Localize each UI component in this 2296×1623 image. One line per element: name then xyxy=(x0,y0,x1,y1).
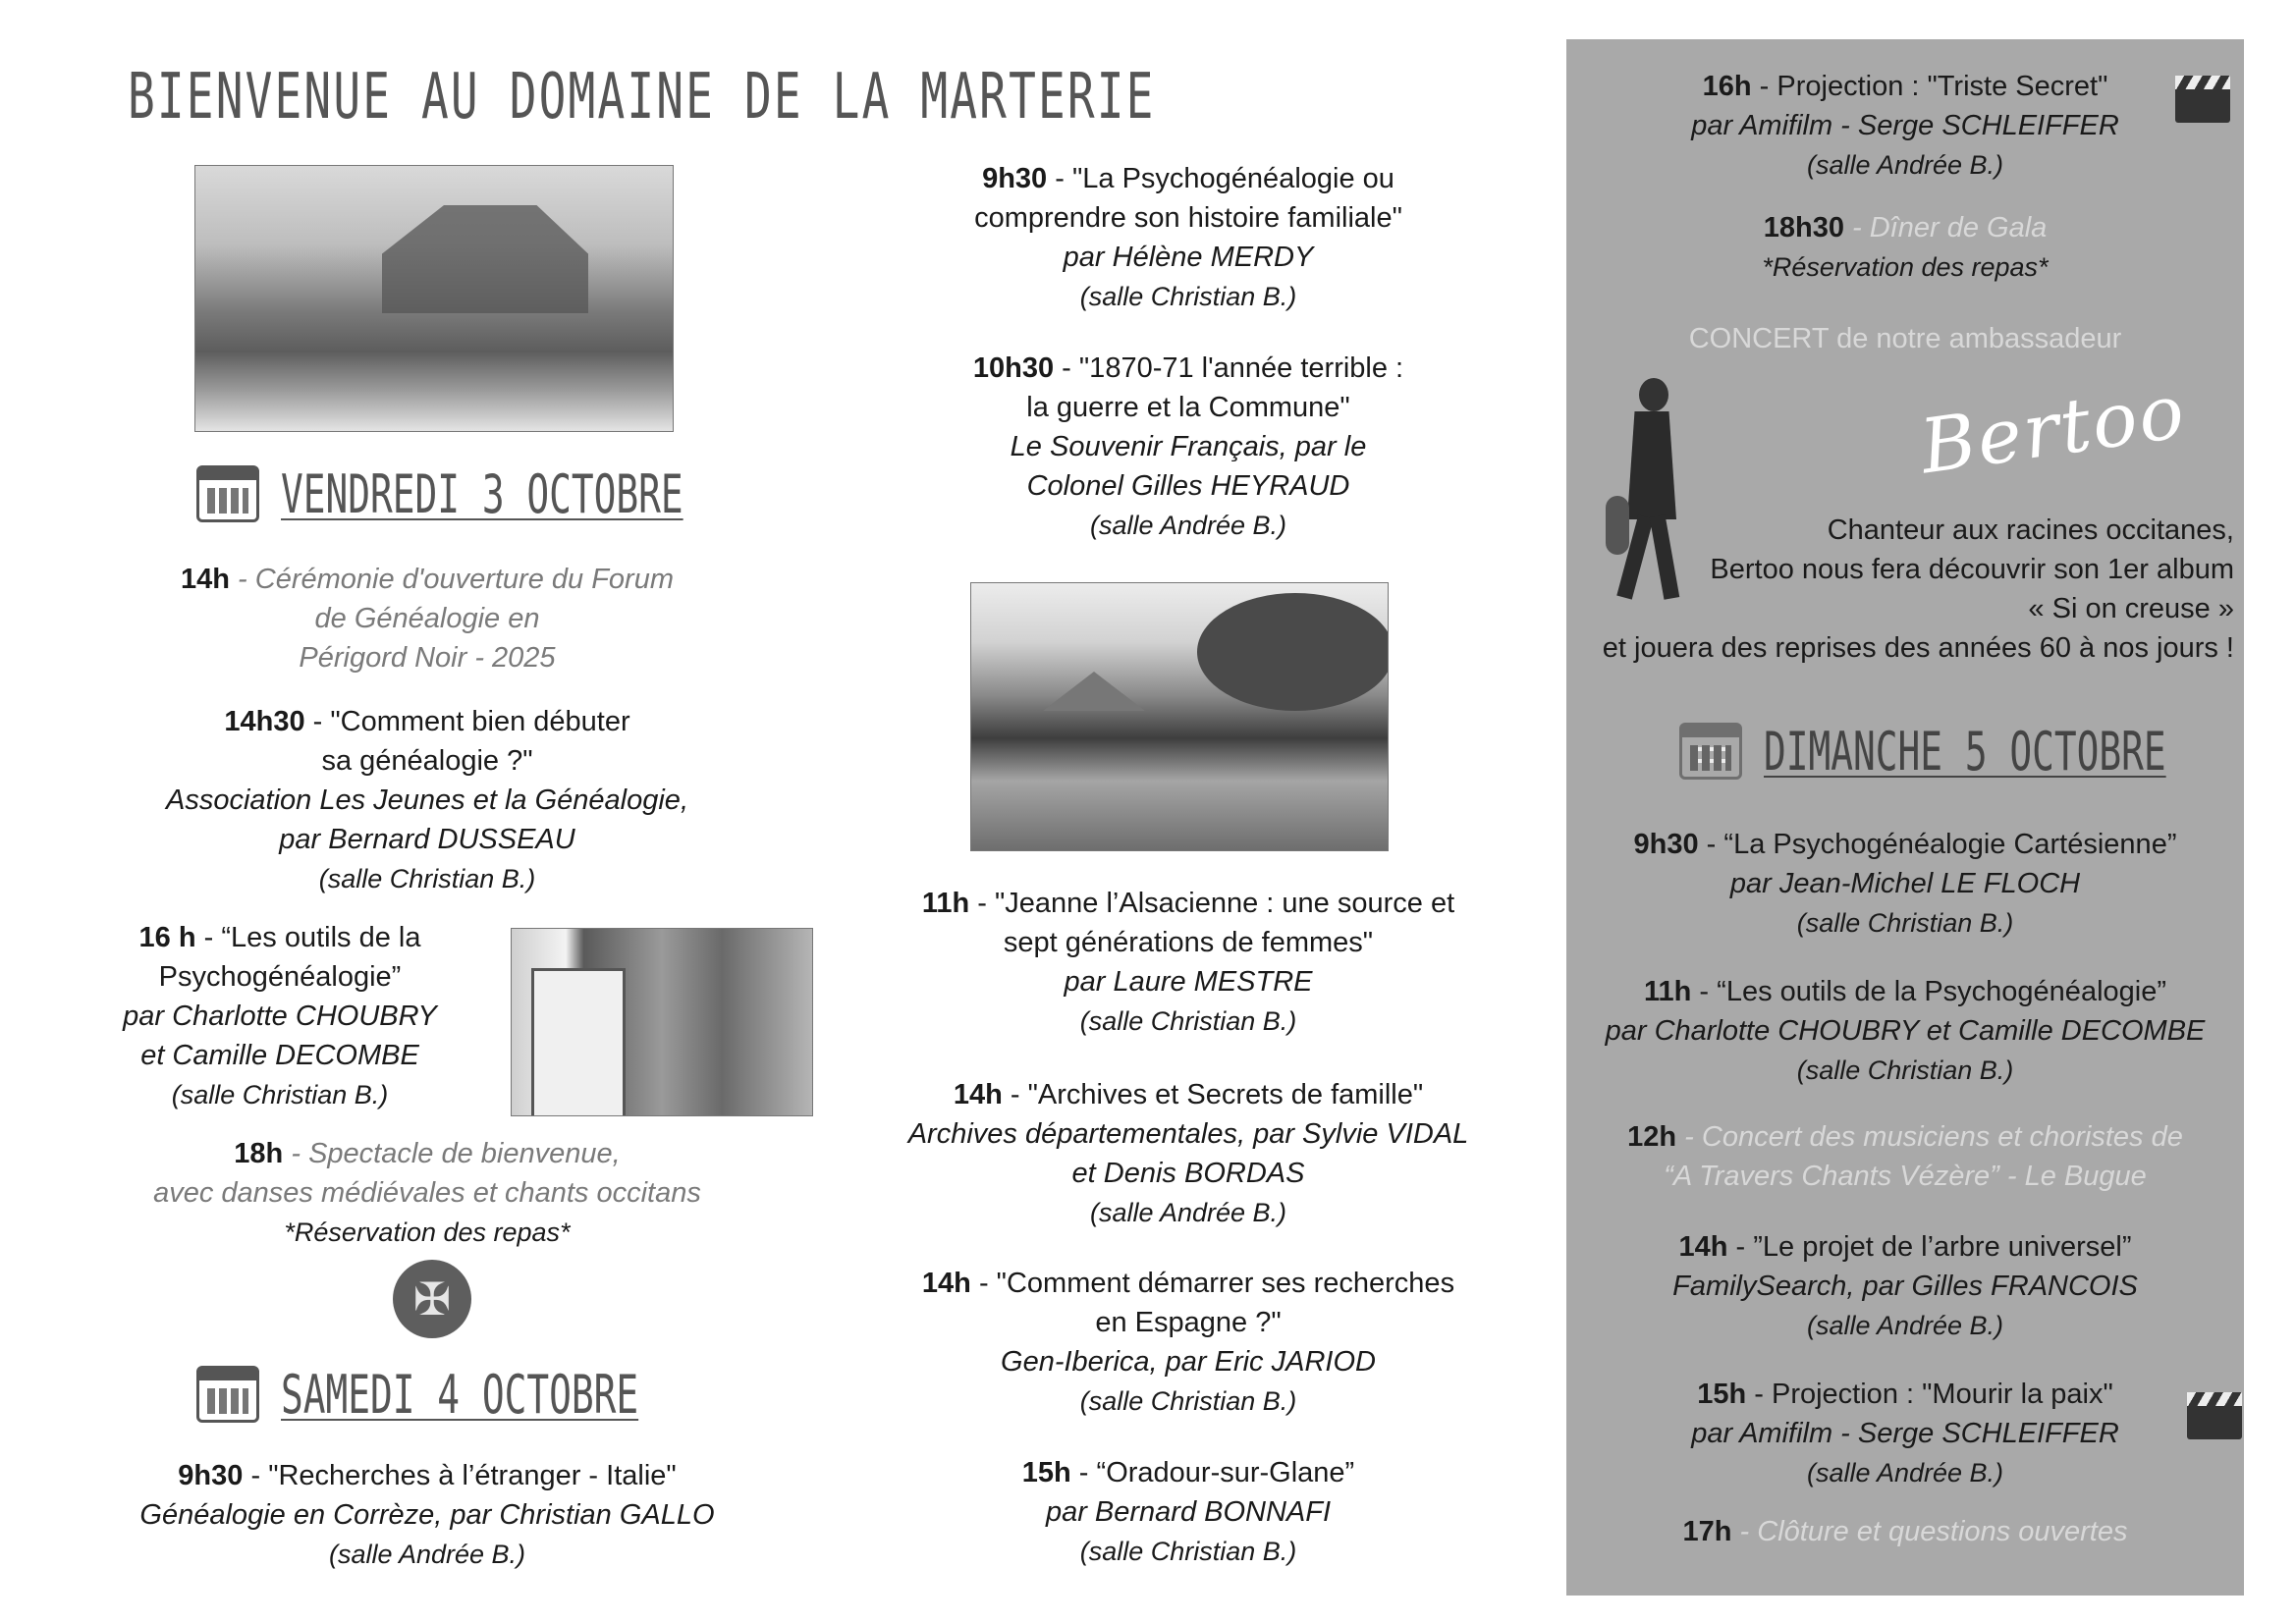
event-friday-18h: 18h - Spectacle de bienvenue, avec danses médiévales et chants occitans *Réservation des repas* xyxy=(98,1134,756,1252)
event-room: (salle Andrée B.) xyxy=(1806,150,2004,180)
concert-heading: CONCERT de notre ambassadeur xyxy=(1688,323,2122,354)
event-time: 14h xyxy=(953,1079,1003,1110)
event-title: Concert des musiciens et choristes de xyxy=(1701,1121,2183,1153)
event-saturday-14h-archives: 14h - "Archives et Secrets de famille" Archives départementales, par Sylvie VIDAL et Denis BORDAS (salle Andrée B.) xyxy=(835,1075,1542,1232)
event-time: 11h xyxy=(921,888,970,919)
column-right-panel xyxy=(1566,39,2244,1596)
event-speaker: Le Souvenir Français, par le xyxy=(1010,431,1367,462)
photo-room-interior xyxy=(511,928,813,1116)
event-sunday-12h: 12h - Concert des musiciens et choristes de “A Travers Chants Vézère” - Le Bugue xyxy=(1566,1117,2244,1196)
event-friday-14h30: 14h30 - "Comment bien débuter sa généalogie ?" Association Les Jeunes et la Généalogie, par Bernard DUSSEAU (salle Christian B.) xyxy=(98,702,756,898)
concert-desc-line: Bertoo nous fera découvrir son 1er album xyxy=(1710,554,2234,585)
event-sunday-11h: 11h - “Les outils de la Psychogénéalogie” par Charlotte CHOUBRY et Camille DECOMBE (salle Christian B.) xyxy=(1566,972,2244,1090)
event-title-line: Périgord Noir - 2025 xyxy=(299,642,556,674)
calendar-icon xyxy=(196,465,259,522)
event-title: Projection : "Mourir la paix" xyxy=(1771,1379,2113,1410)
event-room: (salle Christian B.) xyxy=(318,864,536,893)
event-friday-14h: 14h - Cérémonie d'ouverture du Forum de Généalogie en Périgord Noir - 2025 xyxy=(98,560,756,677)
event-title: “La Psychogénéalogie Cartésienne” xyxy=(1723,829,2177,860)
event-room: (salle Andrée B.) xyxy=(1089,1198,1287,1227)
event-title: "Recherches à l’étranger - Italie" xyxy=(268,1460,677,1491)
concert-desc-line: « Si on creuse » xyxy=(2028,593,2234,624)
event-note: *Réservation des repas* xyxy=(1762,252,2049,282)
event-room: (salle Christian B.) xyxy=(1079,1386,1297,1416)
event-room: (salle Andrée B.) xyxy=(1089,511,1287,540)
event-room: (salle Christian B.) xyxy=(1079,1537,1297,1566)
event-title: Projection : "Triste Secret" xyxy=(1777,71,2108,102)
event-time: 10h30 xyxy=(972,352,1055,384)
day-title: DIMANCHE 5 OCTOBRE xyxy=(1764,720,2166,783)
event-time: 11h xyxy=(1644,976,1692,1007)
event-title-line: “A Travers Chants Vézère” - Le Bugue xyxy=(1664,1161,2147,1192)
event-room: (salle Christian B.) xyxy=(1796,1055,2014,1085)
event-speaker: Généalogie en Corrèze, par Christian GALLO xyxy=(139,1499,715,1531)
day-title: VENDREDI 3 OCTOBRE xyxy=(281,462,683,525)
event-speaker: par Laure MESTRE xyxy=(1064,966,1313,998)
event-room: (salle Andrée B.) xyxy=(1806,1311,2004,1340)
event-title-line: la guerre et la Commune" xyxy=(1026,392,1350,423)
event-title: "Jeanne l’Alsacienne : une source et xyxy=(995,888,1455,919)
event-title: "1870-71 l'année terrible : xyxy=(1078,352,1404,384)
event-room: (salle Christian B.) xyxy=(1796,908,2014,938)
event-speaker: par Jean-Michel LE FLOCH xyxy=(1729,868,2081,899)
event-room: (salle Christian B.) xyxy=(171,1080,389,1109)
event-speaker: Gen-Iberica, par Eric JARIOD xyxy=(1001,1346,1376,1378)
event-speaker: par Amifilm - Serge SCHLEIFFER xyxy=(1691,1418,2119,1449)
event-title: "La Psychogénéalogie ou xyxy=(1071,163,1394,194)
event-speaker: Association Les Jeunes et la Généalogie, xyxy=(165,784,688,816)
event-time: 9h30 xyxy=(982,163,1048,194)
day-title: SAMEDI 4 OCTOBRE xyxy=(281,1363,639,1426)
event-title-line: Psychogénéalogie” xyxy=(158,961,402,993)
concert-desc-line: Chanteur aux racines occitanes, xyxy=(1827,514,2234,546)
event-sunday-15h-projection: 15h - Projection : "Mourir la paix" par Amifilm - Serge SCHLEIFFER (salle Andrée B.) xyxy=(1566,1375,2244,1492)
event-time: 14h xyxy=(921,1268,971,1299)
event-saturday-15h: 15h - “Oradour-sur-Glane” par Bernard BONNAFI (salle Christian B.) xyxy=(835,1453,1542,1571)
event-time: 15h xyxy=(1697,1379,1747,1410)
event-saturday-9h30-italie: 9h30 - "Recherches à l’étranger - Italie" Généalogie en Corrèze, par Christian GALLO (salle Andrée B.) xyxy=(98,1456,756,1574)
event-title: "Archives et Secrets de famille" xyxy=(1027,1079,1424,1110)
day-header-sunday xyxy=(1679,717,2296,785)
event-speaker: par Bernard BONNAFI xyxy=(1045,1496,1332,1528)
page-title: BIENVENUE AU DOMAINE DE LA MARTERIE xyxy=(128,61,1156,134)
event-saturday-10h30: 10h30 - "1870-71 l'année terrible : la guerre et la Commune" Le Souvenir Français, par le Colonel Gilles HEYRAUD (salle Andrée B.) xyxy=(835,349,1542,545)
event-sunday-9h30: 9h30 - “La Psychogénéalogie Cartésienne” par Jean-Michel LE FLOCH (salle Christian B.) xyxy=(1566,825,2244,943)
event-title: “Oradour-sur-Glane” xyxy=(1096,1457,1355,1488)
event-time: 15h xyxy=(1021,1457,1071,1488)
day-header-saturday xyxy=(196,1360,792,1429)
event-saturday-16h-projection: 16h - Projection : "Triste Secret" par Amifilm - Serge SCHLEIFFER (salle Andrée B.) xyxy=(1566,67,2244,185)
event-speaker: Archives départementales, par Sylvie VIDAL xyxy=(907,1118,1469,1150)
event-speaker: FamilySearch, par Gilles FRANCOIS xyxy=(1672,1271,2138,1302)
event-time: 16 h xyxy=(138,922,196,953)
event-time: 12h xyxy=(1627,1121,1677,1153)
event-note: *Réservation des repas* xyxy=(284,1217,571,1247)
event-title: "Comment bien débuter xyxy=(330,706,630,737)
event-title-line: sept générations de femmes" xyxy=(1003,927,1374,958)
event-friday-16h: 16 h - “Les outils de la Psychogénéalogie” par Charlotte CHOUBRY et Camille DECOMBE (salle Christian B.) xyxy=(98,918,462,1114)
event-speaker: par Amifilm - Serge SCHLEIFFER xyxy=(1691,110,2119,141)
event-title: Spectacle de bienvenue, xyxy=(308,1138,621,1169)
event-time: 9h30 xyxy=(178,1460,244,1491)
event-speaker: et Denis BORDAS xyxy=(1071,1158,1305,1189)
event-title: “Les outils de la xyxy=(221,922,421,953)
bertoo-signature: Bertoo xyxy=(1915,366,2192,491)
occitan-cross-glyph: ✠ xyxy=(412,1273,452,1325)
event-title: Dîner de Gala xyxy=(1869,212,2048,243)
photo-window-shape xyxy=(531,968,626,1116)
event-speaker: par Charlotte CHOUBRY xyxy=(123,1001,437,1032)
photo-roof-shape xyxy=(1030,672,1158,711)
event-title: "Comment démarrer ses recherches xyxy=(996,1268,1455,1299)
event-title-line: de Généalogie en xyxy=(314,603,540,634)
event-time: 18h xyxy=(234,1138,284,1169)
event-speaker: par Charlotte CHOUBRY et Camille DECOMBE xyxy=(1605,1015,2206,1047)
event-saturday-9h30-psycho: 9h30 - "La Psychogénéalogie ou comprendre son histoire familiale" par Hélène MERDY (salle Christian B.) xyxy=(835,159,1542,316)
event-room: (salle Andrée B.) xyxy=(1806,1458,2004,1488)
event-speaker: Colonel Gilles HEYRAUD xyxy=(1026,470,1350,502)
day-header-friday xyxy=(196,460,855,528)
photo-tree-shape xyxy=(1197,593,1389,711)
clapperboard-icon xyxy=(2175,76,2230,123)
event-title: ”Le projet de l’arbre universel” xyxy=(1753,1231,2132,1263)
event-saturday-18h30-gala: 18h30 - Dîner de Gala *Réservation des repas* xyxy=(1566,208,2244,287)
event-time: 14h30 xyxy=(224,706,305,737)
event-speaker: et Camille DECOMBE xyxy=(140,1040,419,1071)
calendar-icon xyxy=(1679,723,1742,780)
event-time: 14h xyxy=(1678,1231,1728,1263)
concert-desc-line: et jouera des reprises des années 60 à nos jours ! xyxy=(1602,632,2234,664)
event-time: 9h30 xyxy=(1633,829,1699,860)
calendar-icon xyxy=(196,1366,259,1423)
concert-description xyxy=(1586,511,2234,668)
event-title: “Les outils de la Psychogénéalogie” xyxy=(1717,976,2166,1007)
event-saturday-14h-espagne: 14h - "Comment démarrer ses recherches en Espagne ?" Gen-Iberica, par Eric JARIOD (salle Christian B.) xyxy=(835,1264,1542,1421)
event-time: 17h xyxy=(1682,1516,1732,1547)
column-middle xyxy=(835,0,1542,1623)
event-speaker: par Bernard DUSSEAU xyxy=(279,824,575,855)
event-title-line: avec danses médiévales et chants occitans xyxy=(153,1177,701,1209)
photo-domaine-house xyxy=(194,165,674,432)
event-saturday-11h: 11h - "Jeanne l’Alsacienne : une source et sept générations de femmes" par Laure MESTRE (salle Christian B.) xyxy=(835,884,1542,1041)
event-room: (salle Andrée B.) xyxy=(328,1540,526,1569)
photo-domaine-park xyxy=(970,582,1389,851)
event-room: (salle Christian B.) xyxy=(1079,282,1297,311)
photo-house-shape xyxy=(382,205,588,313)
clapperboard-icon xyxy=(2187,1392,2242,1439)
event-title-line: en Espagne ?" xyxy=(1095,1307,1282,1338)
occitan-cross-icon xyxy=(393,1260,471,1338)
event-sunday-14h: 14h - ”Le projet de l’arbre universel” FamilySearch, par Gilles FRANCOIS (salle Andrée B.) xyxy=(1566,1227,2244,1345)
event-title-line: comprendre son histoire familiale" xyxy=(974,202,1402,234)
event-room: (salle Christian B.) xyxy=(1079,1006,1297,1036)
event-title: Clôture et questions ouvertes xyxy=(1757,1516,2128,1547)
event-time: 16h xyxy=(1702,71,1752,102)
event-time: 14h xyxy=(180,564,230,595)
event-title-line: sa généalogie ?" xyxy=(321,745,533,777)
event-title: Cérémonie d'ouverture du Forum xyxy=(254,564,674,595)
event-time: 18h30 xyxy=(1763,212,1844,243)
column-left xyxy=(98,0,756,1623)
event-speaker: par Hélène MERDY xyxy=(1063,242,1314,273)
event-sunday-17h: 17h - Clôture et questions ouvertes xyxy=(1682,1516,2128,1547)
